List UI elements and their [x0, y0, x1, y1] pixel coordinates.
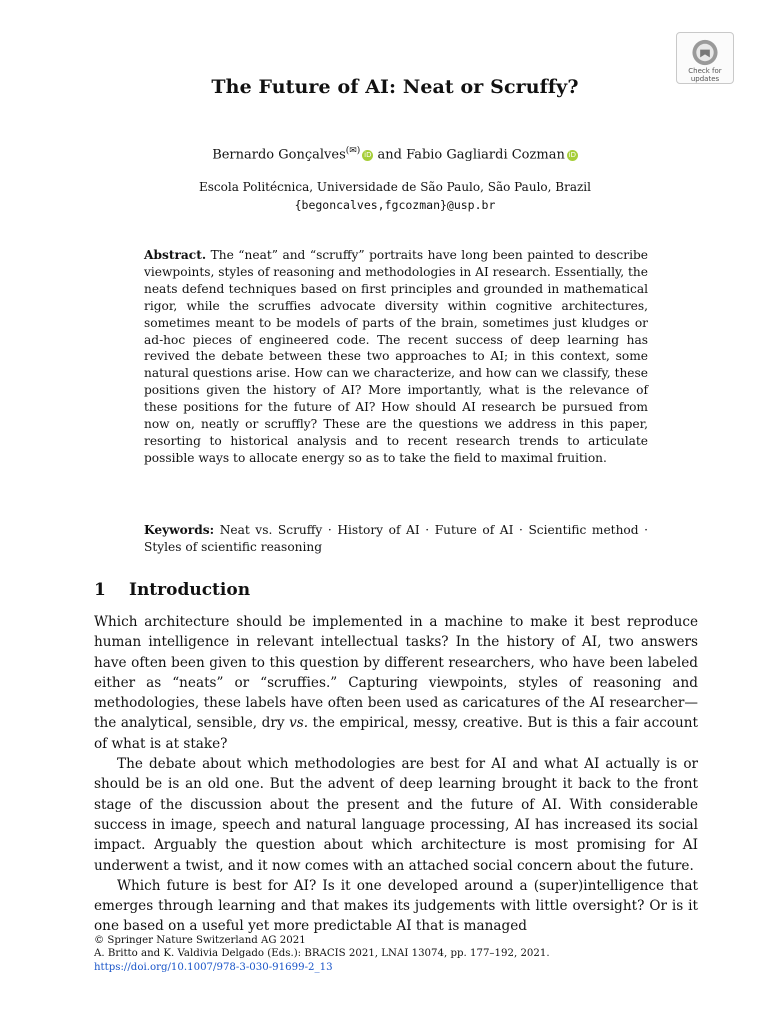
badge-label-line1: Check for — [688, 67, 722, 75]
author-line — [0, 146, 768, 162]
paper-title: The Future of AI: Neat or Scruffy? — [211, 76, 579, 98]
paragraph-3: Which future is best for AI? Is it one developed around a (super)intelligence that emerges through learning and that makes its judgements with little oversight? Or is it one based on a useful yet more predictable AI that is managed — [94, 877, 698, 935]
paragraph-1-text-b: the empirical, messy, creative. But is this a fair account of what is at stake? — [94, 715, 698, 752]
paragraph-2: The debate about which methodologies are best for AI and what AI actually is or should be is an old one. But the advent of deep learning brought it back to the front stage of the discussion about the present and the future of AI. With considerable success in image, speech and natural language processing, AI has increased its social impact. Arguably the question about which architecture is most promising for AI underwent a twist, and it now comes with an attached social concern about the future. — [94, 756, 698, 874]
affiliation-institution: Escola Politécnica, Universidade de São Paulo, São Paulo, Brazil — [199, 180, 591, 194]
footer — [94, 934, 698, 974]
footer-doi-link[interactable]: https://doi.org/10.1007/978-3-030-91699-2_13 — [94, 961, 333, 973]
orcid-icon[interactable]: iD — [568, 151, 576, 160]
author-connector: and — [377, 147, 402, 163]
abstract-text: The “neat” and “scruffy” portraits have long been painted to describe viewpoints, styles of reasoning and methodologies in AI research. Essentially, the neats defend techniques based on first principles and grounded in mathematical rigor, while the scruffies advocate diversity within cognitive architectures, sometimes meant to be models of parts of the brain, sometimes just kludges or ad-hoc pieces of engineered code. The recent success of deep learning has revived the debate between these two approaches to AI; in this context, some natural questions arise. How can we characterize, and how can we classify, these positions given the history of AI? More importantly, what is the relevance of these positions for the future of AI? How should AI research be pursued from now on, neatly or scruffly? These are the questions we address in this paper, resorting to historical analysis and to recent research trends to articulate possible ways to allocate energy so as to take the field to maximal fruition. — [144, 248, 648, 465]
author-2-name: Fabio Gagliardi Cozman — [406, 147, 565, 163]
author-1-name: Bernardo Gonçalves — [212, 147, 346, 163]
abstract-label: Abstract. — [144, 248, 207, 262]
footer-copyright: © Springer Nature Switzerland AG 2021 — [94, 935, 306, 946]
section-heading — [94, 580, 250, 600]
body-text — [94, 612, 698, 937]
abstract — [144, 247, 648, 467]
keywords-label: Keywords: — [144, 523, 215, 537]
check-for-updates-icon — [690, 38, 720, 67]
orcid-icon[interactable]: iD — [364, 151, 372, 160]
corresponding-author-mark: (✉) — [345, 146, 361, 156]
keywords — [144, 522, 648, 556]
author-emails[interactable]: {begoncalves,fgcozman}@usp.br — [294, 198, 496, 212]
section-title: Introduction — [129, 580, 251, 600]
keywords-text: Neat vs. Scruffy · History of AI · Future of AI · Scientific method · Styles of scientific reasoning — [144, 523, 649, 554]
footer-citation: A. Britto and K. Valdivia Delgado (Eds.): BRACIS 2021, LNAI 13074, pp. 177–192, 2021. — [94, 948, 550, 960]
badge-label-line2: updates — [690, 75, 720, 83]
paragraph-1 — [94, 612, 698, 754]
paragraph-1-italic-vs: vs. — [289, 715, 309, 732]
affiliation-block — [0, 178, 768, 214]
paragraph-1-text-a: Which architecture should be implemented in a machine to make it best reproduce human intelligence in relevant intellectual tasks? In the history of AI, two answers have often been given to this question by different researchers, who have been labeled either as “neats” or “scruffies.” Capturing viewpoints, styles of reasoning and methodologies, these labels have often been used as caricatures of the AI researcher—the analytical, sensible, dry — [94, 614, 698, 732]
section-number: 1 — [94, 580, 106, 600]
